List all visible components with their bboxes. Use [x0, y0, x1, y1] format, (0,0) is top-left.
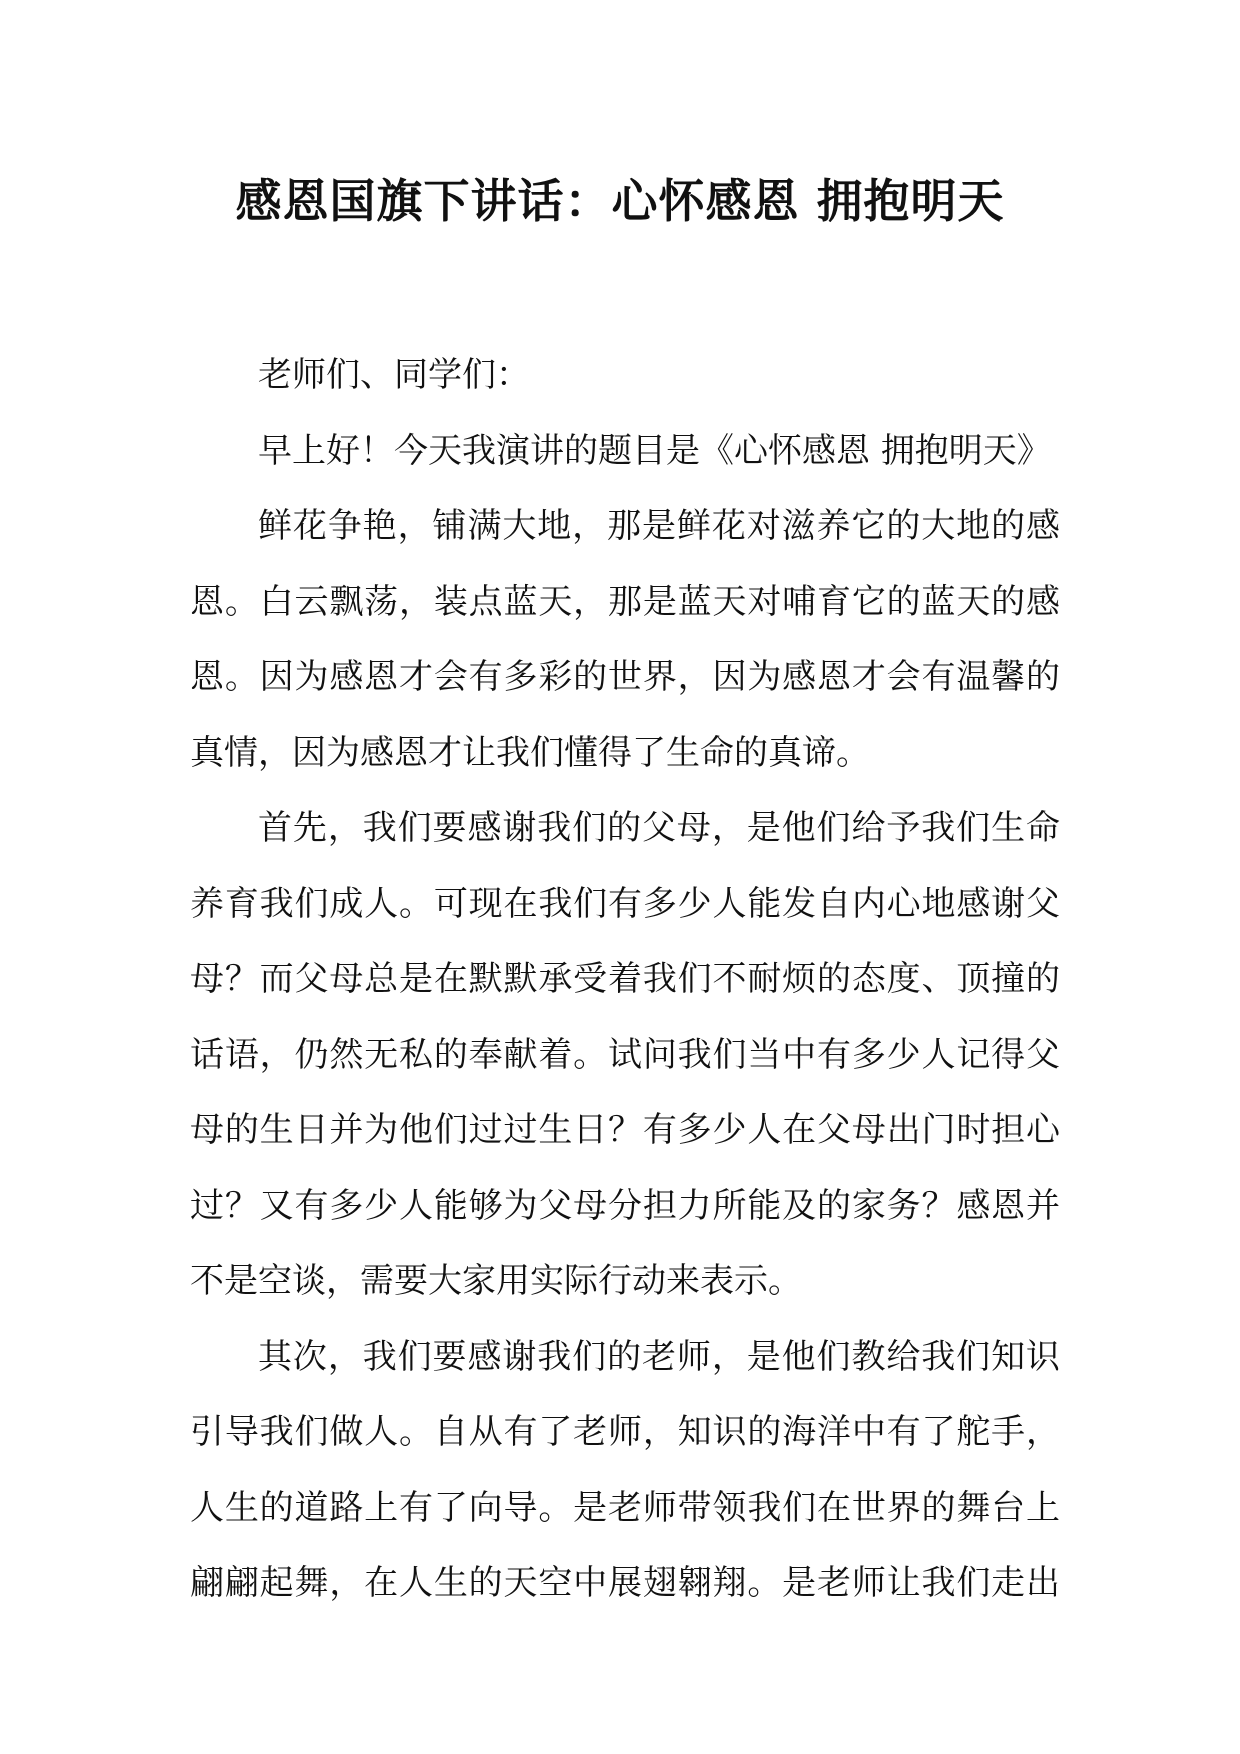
text-line: 恩。因为感恩才会有多彩的世界，因为感恩才会有温馨的 — [190, 657, 1060, 697]
text-line: 引导我们做人。自从有了老师，知识的海洋中有了舵手， — [190, 1412, 1060, 1452]
text-line: 其次，我们要感谢我们的老师，是他们教给我们知识 — [258, 1336, 1060, 1377]
text-line: 养育我们成人。可现在我们有多少人能发自内心地感谢父 — [190, 883, 1060, 924]
text-line: 母的生日并为他们过过生日？有多少人在父母出门时担心 — [190, 1110, 1060, 1150]
text-line: 人生的道路上有了向导。是老师带领我们在世界的舞台上 — [190, 1487, 1060, 1528]
text-line: 真情，因为感恩才让我们懂得了生命的真谛。 — [190, 732, 870, 773]
text-line: 鲜花争艳，铺满大地，那是鲜花对滋养它的大地的感 — [258, 506, 1060, 546]
text-line: 早上好！今天我演讲的题目是《心怀感恩 拥抱明天》 — [258, 430, 1051, 471]
text-line: 不是空谈，需要大家用实际行动来表示。 — [190, 1261, 802, 1301]
text-line: 老师们、同学们： — [258, 355, 530, 395]
text-line: 恩。白云飘荡，装点蓝天，那是蓝天对哺育它的蓝天的感 — [190, 581, 1060, 622]
text-line: 母？而父母总是在默默承受着我们不耐烦的态度、顶撞的 — [190, 959, 1060, 999]
text-line: 话语，仍然无私的奉献着。试问我们当中有多少人记得父 — [190, 1034, 1060, 1075]
text-line: 首先，我们要感谢我们的父母，是他们给予我们生命 — [258, 808, 1060, 848]
text-line: 翩翩起舞，在人生的天空中展翅翱翔。是老师让我们走出 — [190, 1563, 1060, 1603]
text-line: 过？又有多少人能够为父母分担力所能及的家务？感恩并 — [190, 1185, 1060, 1226]
page-title: 感恩国旗下讲话：心怀感恩 拥抱明天 — [235, 174, 1005, 228]
document-body — [190, 338, 1060, 1622]
